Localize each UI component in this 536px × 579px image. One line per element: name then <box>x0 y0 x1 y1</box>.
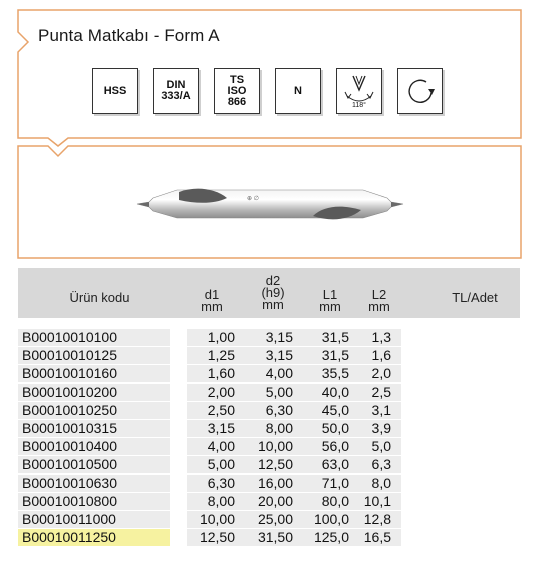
product-code: B00010011000 <box>18 511 170 528</box>
dimension-cells <box>187 456 401 473</box>
l2-value: 2,0 <box>371 365 391 382</box>
product-code: B00010010800 <box>18 493 170 510</box>
product-code: B00010010160 <box>18 365 170 382</box>
dimension-cells <box>187 329 401 346</box>
d1-value: 2,00 <box>207 383 235 400</box>
l2-value: 1,6 <box>371 347 391 364</box>
dimension-cells <box>187 384 401 401</box>
dimension-cells <box>187 420 401 437</box>
d2-value: 3,15 <box>265 347 293 364</box>
d1-value: 1,25 <box>207 347 235 364</box>
l2-value: 2,5 <box>371 383 391 400</box>
l1-value: 63,0 <box>321 456 349 473</box>
page-title: Punta Matkabı - Form A <box>38 26 220 45</box>
badge-label: HSS <box>103 84 127 97</box>
dimension-cells <box>187 402 401 419</box>
table-row <box>0 529 536 547</box>
l2-value: 1,3 <box>371 329 391 345</box>
d1-value: 4,00 <box>207 438 235 455</box>
product-code: B00010010315 <box>18 420 170 437</box>
l1-value: 100,0 <box>313 511 349 527</box>
din-badge <box>153 68 199 114</box>
l2-value: 6,3 <box>371 456 391 473</box>
badge-label: 866 <box>227 95 247 108</box>
ts-iso-badge <box>214 68 260 114</box>
table-row <box>0 475 536 493</box>
d1-value: 6,30 <box>207 474 235 491</box>
d2-value: 20,00 <box>257 492 293 509</box>
l2-value: 5,0 <box>371 438 391 455</box>
col-header-d2: d2 (h9) mm <box>261 273 285 312</box>
d2-value: 12,50 <box>257 456 293 473</box>
l2-value: 3,9 <box>371 420 391 436</box>
d2-value: 25,00 <box>257 511 293 527</box>
product-code: B00010010500 <box>18 456 170 473</box>
l1-value: 80,0 <box>321 492 349 509</box>
l1-value: 125,0 <box>313 529 349 546</box>
badge-label: 333/A <box>161 90 191 102</box>
col-header-price: TL/Adet <box>452 290 498 305</box>
d2-value: 5,00 <box>265 383 293 400</box>
product-code: B00010010630 <box>18 475 170 492</box>
l1-value: 45,0 <box>321 401 349 418</box>
d2-value: 3,15 <box>265 329 293 345</box>
product-code: B00010010125 <box>18 347 170 364</box>
l2-value: 8,0 <box>371 474 391 491</box>
table-row <box>0 511 536 529</box>
rotation-badge <box>397 68 443 114</box>
d1-value: 5,00 <box>207 456 235 473</box>
d1-value: 1,00 <box>207 329 235 345</box>
d1-value: 12,50 <box>199 529 235 546</box>
table-row <box>0 456 536 474</box>
table-row <box>0 329 536 347</box>
l1-value: 35,5 <box>321 365 349 382</box>
point-angle-badge <box>336 68 382 114</box>
table-row <box>0 420 536 438</box>
col-header-l1: L1 mm <box>319 287 341 314</box>
hss-badge <box>92 68 138 114</box>
svg-text:⊕ ∅: ⊕ ∅ <box>247 196 259 202</box>
d1-value: 2,50 <box>207 401 235 418</box>
badge-label: ISO <box>227 84 247 97</box>
l1-value: 50,0 <box>321 420 349 436</box>
col-header-code: Ürün kodu <box>69 290 130 305</box>
d2-value: 6,30 <box>265 401 293 418</box>
l2-value: 10,1 <box>363 492 391 509</box>
dimension-cells <box>187 493 401 510</box>
product-code: B00010010250 <box>18 402 170 419</box>
center-drill-image <box>135 178 405 228</box>
angle-label: 118° <box>352 102 366 109</box>
l1-value: 56,0 <box>321 438 349 455</box>
l2-value: 12,8 <box>363 511 391 527</box>
d1-value: 3,15 <box>207 420 235 436</box>
badge-label: TS <box>229 73 245 86</box>
product-code: B00010010100 <box>18 329 170 346</box>
table-row <box>0 365 536 383</box>
l2-value: 3,1 <box>371 401 391 418</box>
d2-value: 8,00 <box>265 420 293 436</box>
table-row <box>0 384 536 402</box>
d1-value: 1,60 <box>207 365 235 382</box>
table-row <box>0 347 536 365</box>
d2-value: 10,00 <box>257 438 293 455</box>
dimension-cells <box>187 529 401 546</box>
dimension-cells <box>187 365 401 382</box>
d2-value: 4,00 <box>265 365 293 382</box>
dimension-cells <box>187 347 401 364</box>
rotation-icon <box>404 75 436 107</box>
l1-value: 71,0 <box>321 474 349 491</box>
l1-value: 31,5 <box>321 329 349 345</box>
col-header-l2: L2 mm <box>368 287 390 314</box>
dimension-cells <box>187 475 401 492</box>
badge-label: DIN <box>166 79 186 91</box>
d1-value: 8,00 <box>207 492 235 509</box>
l2-value: 16,5 <box>363 529 391 546</box>
table-row <box>0 402 536 420</box>
l1-value: 31,5 <box>321 347 349 364</box>
table-row <box>0 438 536 456</box>
product-code: B00010010400 <box>18 438 170 455</box>
d1-value: 10,00 <box>199 511 235 527</box>
col-header-d1: d1 mm <box>201 287 223 314</box>
table-row <box>0 493 536 511</box>
n-type-badge <box>275 68 321 114</box>
product-code: B00010010200 <box>18 384 170 401</box>
dimension-cells <box>187 511 401 528</box>
dimension-cells <box>187 438 401 455</box>
l1-value: 40,0 <box>321 383 349 400</box>
d2-value: 16,00 <box>257 474 293 491</box>
product-code: B00010011250 <box>18 529 170 546</box>
d2-value: 31,50 <box>257 529 293 546</box>
badge-label: N <box>294 84 302 97</box>
